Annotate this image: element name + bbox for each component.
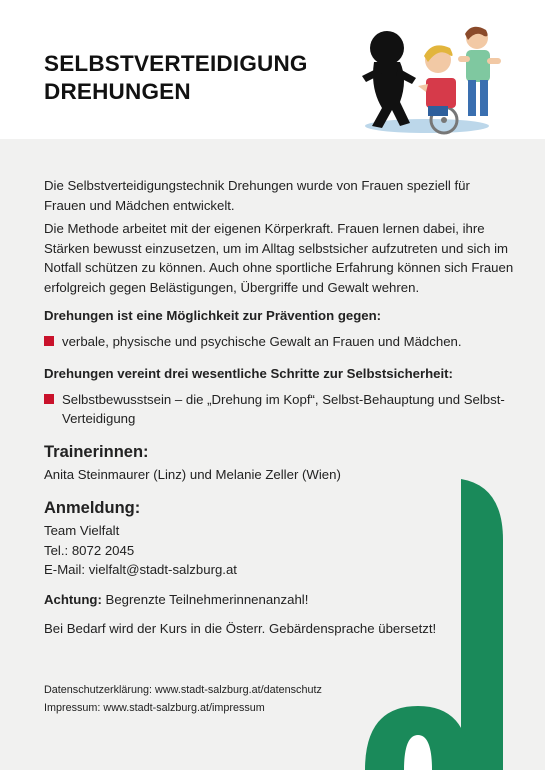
imprint-link[interactable]: Impressum: www.stadt-salzburg.at/impressum [44, 702, 265, 714]
title-line-2: DREHUNGEN [44, 79, 191, 104]
registration-phone: Tel.: 8072 2045 [44, 542, 135, 558]
registration-email: E-Mail: vielfalt@stadt-salzburg.at [44, 562, 237, 577]
warning-label: Achtung: [44, 591, 102, 607]
title-line-1: SELBSTVERTEIDIGUNG [44, 51, 308, 76]
prevention-heading: Drehungen ist eine Möglichkeit zur Prävention gegen: [44, 308, 382, 323]
bullet-square-icon [44, 336, 54, 346]
main-content [44, 176, 514, 639]
intro-paragraph-1: Die Selbstverteidigungstechnik Drehungen wurde von Frauen speziell für Frauen und Mädchen entwickelt. [44, 178, 470, 213]
warning-text: Begrenzte Teilnehmerinnenanzahl! [101, 591, 309, 607]
footer [44, 681, 322, 717]
steps-bullet [44, 390, 514, 429]
bullet-square-icon [44, 394, 54, 404]
sign-language-note: Bei Bedarf wird der Kurs in die Österr. Gebärdensprache übersetzt! [44, 621, 437, 636]
capacity-note [44, 590, 514, 610]
trainers-heading: Trainerinnen: [44, 442, 149, 461]
steps-bullet-text: Selbstbewusstsein – die „Drehung im Kopf“, Selbst-Behauptung und Selbst-Verteidigung [62, 391, 505, 426]
registration-heading: Anmeldung: [44, 499, 141, 517]
trainers-names: Anita Steinmaurer (Linz) und Melanie Zeller (Wien) [44, 466, 341, 482]
privacy-link[interactable]: Datenschutzerklärung: www.stadt-salzburg.at/datenschutz [44, 684, 322, 696]
steps-heading: Drehungen vereint drei wesentliche Schritte zur Selbstsicherheit: [44, 366, 453, 381]
prevention-bullet [44, 332, 514, 352]
prevention-bullet-text: verbale, physische und psychische Gewalt an Frauen und Mädchen. [62, 333, 462, 349]
intro-paragraph-2: Die Methode arbeitet mit der eigenen Körperkraft. Frauen lernen dabei, ihre Stärken bewusst einzusetzen, um im Alltag selbstsicher aufzutreten und sich im Notfall schützen zu können. Auch ohne sportliche Erfahrung können sich Frauen erfolgreich gegen Belästigungen, Übergriffe und Gewalt wehren. [44, 221, 514, 295]
registration-org: Team Vielfalt [44, 523, 120, 538]
